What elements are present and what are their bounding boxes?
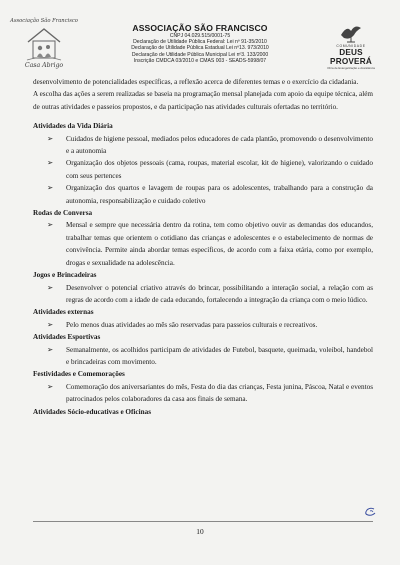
- section-heading-rodas-de-conversa: Rodas de Conversa: [33, 209, 93, 218]
- document-body: [33, 76, 373, 418]
- deus-provera-subtitle: COMUNIDADE: [336, 44, 366, 48]
- letterhead: [0, 0, 400, 76]
- bullet-arrow-icon: ➢: [47, 158, 54, 168]
- list-item-text: Desenvolver o potencial criativo através do brincar, possibilitando a interação social, a relação com as regras de acordo com a idade de cada educando, fortalecendo a integração da criança com o meio lúdico.: [66, 283, 373, 304]
- bullet-arrow-icon: ➢: [47, 220, 54, 230]
- footer-rule: [33, 521, 373, 522]
- list-item: [47, 157, 373, 182]
- cnpj-line: CNPJ 04.029.515/0001-75: [169, 33, 231, 39]
- deus-provera-logo: [318, 22, 384, 72]
- organization-title: ASSOCIAÇÃO SÃO FRANCISCO: [132, 23, 268, 33]
- list-item-text: Comemoração dos aniversariantes do mês, Festa do dia das crianças, Festa junina, Páscoa, Natal e eventos patrocinados pelos colaboradores da casa aos finais de semana.: [66, 382, 373, 404]
- list-item-text: Mensal e sempre que necessária dentro da rotina, tem como objetivo ouvir as demandas dos educandos, trabalhar temas que orientem o cotidiano das crianças e adolescentes e o estabelecimento de normas de convivência. Permite ainda abordar temas específicos, de acordo com a faixa etária, como por exemplo, drogas e sexualidade na adolescência.: [66, 221, 373, 267]
- list-item: [47, 219, 373, 269]
- association-logo: [10, 18, 78, 76]
- list-item-text: Organização dos quartos e lavagem de roupas para os adolescentes, trabalhando para a construção da autonomia, responsabilização e cuidado coletivo: [66, 184, 373, 205]
- list-item-text: Semanalmente, os acolhidos participam de atividades de Futebol, basquete, queimada, voleibol, handebol e brincadeiras com movimento.: [66, 345, 373, 366]
- municipal-utility-line: Declaração de Utilidade Pública Municipal Lei nº3. 133/2000: [131, 51, 269, 58]
- list-item: [47, 182, 373, 207]
- section-heading-vida-diaria: Atividades da Vida Diária: [33, 122, 113, 131]
- list-item-text: Cuidados de higiene pessoal, mediados pelos educadores de cada plantão, promovendo o desenvolvimento e a autonomia: [66, 134, 373, 156]
- intro-paragraph: A escolha das ações a serem realizadas se baseia na programação mensal planejada com apoio da equipe técnica, além de outras atividades e passeios propostos, e da participação nas atividades culturais ofertadas no território.: [33, 90, 373, 111]
- bullet-arrow-icon: ➢: [47, 381, 54, 391]
- house-icon: [24, 24, 64, 62]
- registration-line: Inscrição CMDCA 03/2010 e CMAS 003 - SEADS-5998/07: [133, 57, 267, 64]
- section-heading-jogos: Jogos e Brincadeiras: [33, 271, 97, 280]
- list-item: [47, 344, 373, 369]
- bullet-arrow-icon: ➢: [47, 344, 54, 354]
- list-item: [47, 319, 373, 331]
- list-item: [47, 133, 373, 158]
- list-item-text: Pelo menos duas atividades ao mês são reservadas para passeios culturais e recreativos.: [66, 320, 318, 329]
- section-heading-socio-educativas: Atividades Sócio-educativas e Oficinas: [33, 407, 151, 416]
- state-utility-line: Declaração de Utilidade Pública Estadual Lei nº13. 973/2010: [131, 45, 269, 52]
- section-heading-festividades: Festividades e Comemorações: [33, 370, 125, 379]
- deus-provera-name: DEUS PROVERÁ: [330, 48, 372, 66]
- federal-utility-line: Declaração de Utilidade Pública Federal: Lei nº 91-35/2010: [133, 39, 267, 46]
- section-heading-esportivas: Atividades Esportivas: [33, 333, 101, 342]
- bullet-arrow-icon: ➢: [47, 319, 54, 329]
- list-item: [47, 381, 373, 406]
- association-logo-brand: Associação São Francisco: [10, 18, 78, 24]
- association-logo-name: Casa Abrigo: [24, 62, 64, 69]
- list-item: [47, 282, 373, 307]
- page-number: 10: [196, 527, 204, 536]
- intro-paragraph: desenvolvimento de potencialidades específicas, a reflexão acerca de diferentes temas e o exercício da cidadania.: [33, 78, 359, 86]
- bullet-arrow-icon: ➢: [47, 133, 54, 143]
- handwritten-initial-mark: [362, 506, 378, 518]
- bullet-arrow-icon: ➢: [47, 282, 54, 292]
- bullet-arrow-icon: ➢: [47, 183, 54, 193]
- list-item-text: Organização dos objetos pessoais (cama, roupas, material escolar, kit de higiene), valorizando o cuidado com seus pertences: [66, 159, 373, 180]
- letterhead-info: [96, 23, 304, 64]
- deus-provera-tagline: Obra de Evangelização e Assistência: [327, 66, 375, 70]
- dove-icon: [338, 22, 364, 44]
- section-heading-atividades-externas: Atividades externas: [33, 308, 94, 317]
